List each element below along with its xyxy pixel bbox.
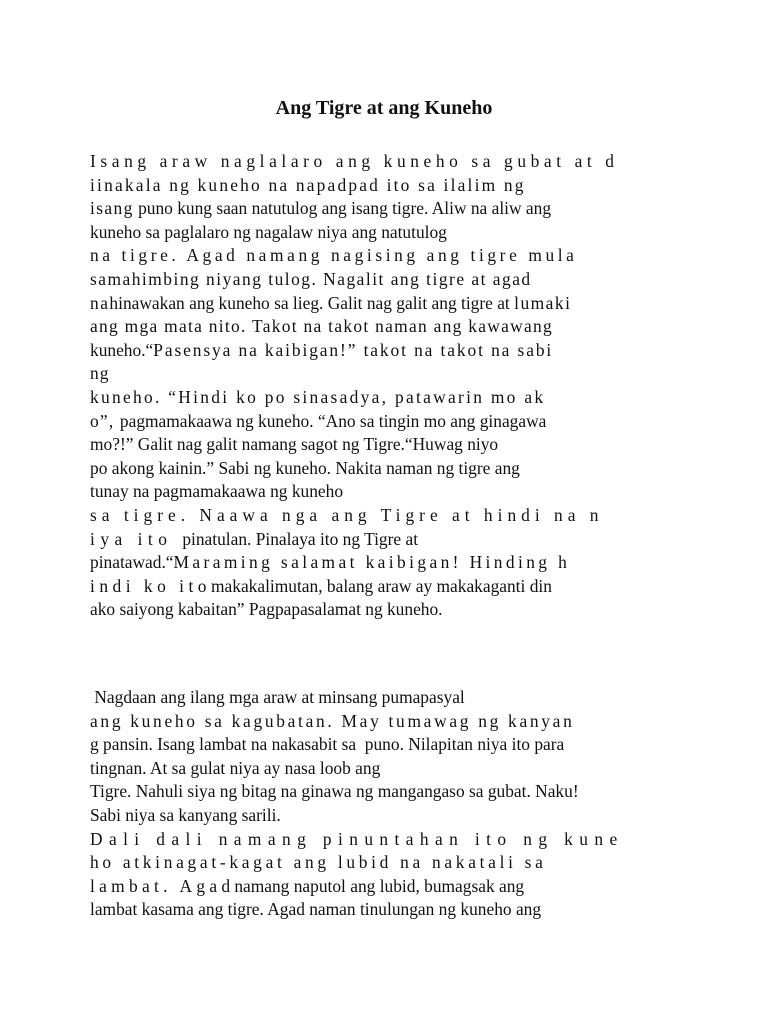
document-title: Ang Tigre at ang Kuneho: [275, 97, 493, 119]
text-line: [90, 504, 690, 528]
text-line: [90, 292, 690, 316]
text-line: [90, 575, 690, 599]
text-run: na tigre. Agad namang nagising ang tigre mula: [90, 245, 578, 266]
text-run: kuneho sa paglalaro ng nagalaw niya ang natutulog: [90, 221, 447, 242]
text-line: [90, 197, 690, 221]
text-run: pagmamakaawa ng kuneho. “Ano sa tingin mo ang ginagawa: [119, 410, 547, 431]
text-run: pinatawad.“: [90, 552, 174, 573]
text-run: pinatulan. Pinalaya ito ng Tigre at: [182, 528, 419, 549]
text-run: Isang araw naglalaro ang kuneho sa gubat at d: [90, 151, 619, 171]
paragraph-1: [90, 150, 690, 622]
text-run: tunay na pagmamakaawa ng kuneho: [90, 481, 344, 502]
text-line: [90, 598, 690, 622]
text-run: Nagdaan ang ilang mga araw at minsang pumapasyal: [90, 687, 465, 707]
text-line: [90, 710, 690, 734]
text-run: isang: [90, 198, 134, 219]
text-run: ho atkinagat-kagat ang lubid na nakatali sa: [90, 852, 547, 873]
text-run: o”,: [90, 410, 120, 431]
text-line: [90, 875, 690, 899]
text-line: [90, 221, 690, 245]
text-run: Tigre. Nahuli siya ng bitag na ginawa ng mangangaso sa gubat. Naku!: [90, 781, 579, 802]
text-run: ang kuneho sa kagubatan. May tumawag ng kanyan: [90, 710, 575, 731]
text-line: [90, 733, 690, 757]
text-run: g pansin. Isang lambat na nakasabit sa puno. Nilapitan niya ito para: [90, 734, 565, 755]
text-line: [90, 244, 690, 268]
text-run: samahimbing niyang tulog. Nagalit ang tigre at agad: [90, 268, 532, 289]
text-run: iinakala ng kuneho na napadpad ito sa ilalim ng: [90, 174, 526, 195]
text-run: ako saiyong kabaitan” Pagpapasalamat ng kuneho.: [90, 599, 443, 620]
text-line: [90, 780, 690, 804]
text-run: na: [90, 292, 110, 313]
text-line: [90, 551, 690, 575]
text-line: [90, 315, 690, 339]
text-run: ang mga mata nito. Takot na takot naman ang kawawang: [90, 316, 554, 337]
text-line: [90, 386, 690, 410]
text-line: [90, 150, 690, 174]
text-run: makakalimutan, balang araw ay makakaganti din: [211, 575, 552, 596]
text-line: [90, 851, 690, 875]
paragraph-2: [90, 686, 690, 922]
text-line: [90, 528, 690, 552]
text-run: sa tigre. Naawa nga ang Tigre at hindi na n: [90, 504, 604, 525]
text-line: [90, 174, 690, 198]
text-run: lambat kasama ang tigre. Agad naman tinulungan ng kuneho ang: [90, 899, 542, 920]
text-line: [90, 362, 690, 386]
text-line: [90, 804, 690, 828]
text-run: hinawakan ang kuneho sa lieg. Galit nag galit ang tigre at: [109, 292, 515, 313]
text-run: kuneho.“: [90, 339, 154, 360]
text-line: [90, 339, 690, 363]
text-run: ng: [90, 363, 110, 384]
text-line: [90, 433, 690, 457]
text-line: [90, 410, 690, 434]
text-line: [90, 268, 690, 292]
text-line: [90, 828, 690, 852]
text-line: [90, 757, 690, 781]
text-run: lambat. Agad: [90, 875, 235, 896]
text-run: puno kung saan natutulog ang isang tigre. Aliw na aliw ang: [133, 198, 552, 219]
text-run: mo?!” Galit nag galit namang sagot ng Tigre.“Huwag niyo: [90, 434, 499, 455]
text-line: [90, 457, 690, 481]
text-run: tingnan. At sa gulat niya ay nasa loob ang: [90, 757, 381, 778]
text-run: Maraming salamat kaibigan! Hinding h: [173, 552, 571, 573]
text-line: [90, 480, 690, 504]
text-run: Dali dali namang pinuntahan ito ng kune: [90, 828, 624, 849]
text-run: namang naputol ang lubid, bumagsak ang: [234, 875, 525, 896]
text-run: kuneho. “Hindi ko po sinasadya, patawarin mo ak: [90, 386, 546, 407]
text-line: [90, 898, 690, 922]
text-run: iya ito: [90, 528, 183, 549]
text-run: indi ko ito: [90, 575, 211, 596]
text-run: po akong kainin.” Sabi ng kuneho. Nakita naman ng tigre ang: [90, 457, 520, 478]
text-run: Sabi niya sa kanyang sarili.: [90, 804, 281, 825]
text-line: [90, 686, 690, 710]
text-run: Pasensya na kaibigan!” takot na takot na sabi: [153, 339, 554, 360]
text-run: lumaki: [514, 292, 572, 313]
